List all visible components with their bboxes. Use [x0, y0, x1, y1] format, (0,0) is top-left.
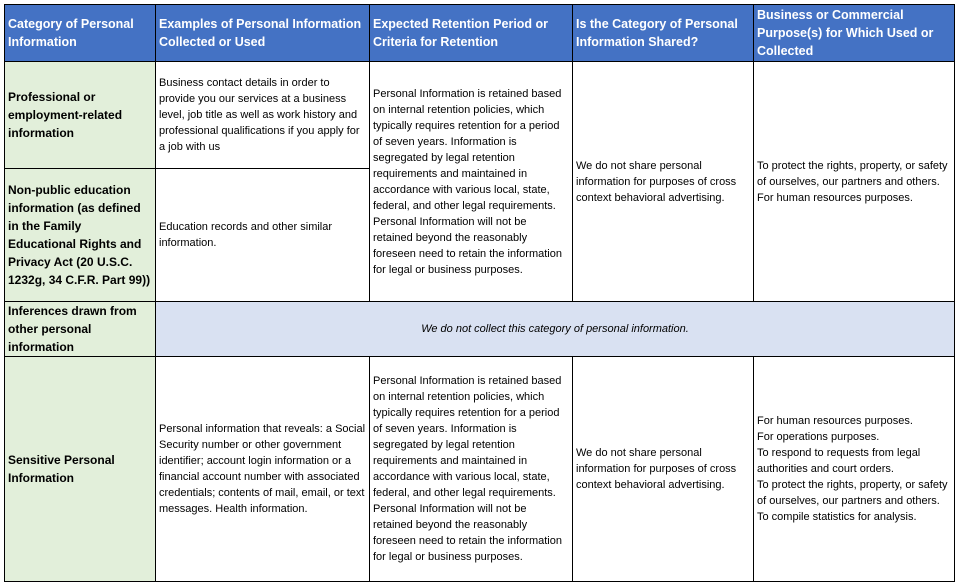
table-row-sensitive [5, 357, 955, 582]
purpose-block-1: To protect the rights, property, or safety of ourselves, our partners and others. For human resources purposes. [754, 62, 955, 302]
inferences-note: We do not collect this category of personal information. [156, 302, 955, 357]
table-row-professional [5, 62, 955, 169]
retention-sensitive: Personal Information is retained based on internal retention policies, which typically requires retention for a period of seven years. Information is segregated by legal retention requirements and maintained in accordance with various local, state, federal, and other legal requirements. Personal Information will not be retained beyond the reasonably foreseen need to retain the information for legal or business purposes. [370, 357, 573, 582]
examples-sensitive: Personal information that reveals: a Social Security number or other government identifier; account login information or a financial account number with associated credentials; contents of mail, email, or text messages. Health information. [156, 357, 370, 582]
personal-information-table [4, 4, 955, 582]
retention-block-1: Personal Information is retained based on internal retention policies, which typically requires retention for a period of seven years. Information is segregated by legal retention requirements and maintained in accordance with various local, state, federal, and other legal requirements. Personal Information will not be retained beyond the reasonably foreseen need to retain the information for legal or business purposes. [370, 62, 573, 302]
examples-professional: Business contact details in order to provide you our services at a business level, job title as well as work history and professional qualifications if you apply for a job with us [156, 62, 370, 169]
header-examples: Examples of Personal Information Collected or Used [156, 5, 370, 62]
header-purpose: Business or Commercial Purpose(s) for Which Used or Collected [754, 5, 955, 62]
category-inferences: Inferences drawn from other personal information [5, 302, 156, 357]
table-row-inferences [5, 302, 955, 357]
category-education: Non-public education information (as defined in the Family Educational Rights and Privacy Act (20 U.S.C. 1232g, 34 C.F.R. Part 99)) [5, 169, 156, 302]
examples-education: Education records and other similar information. [156, 169, 370, 302]
header-retention: Expected Retention Period or Criteria for Retention [370, 5, 573, 62]
shared-block-1: We do not share personal information for purposes of cross context behavioral advertising. [573, 62, 754, 302]
header-row [5, 5, 955, 62]
header-category: Category of Personal Information [5, 5, 156, 62]
shared-sensitive: We do not share personal information for purposes of cross context behavioral advertising. [573, 357, 754, 582]
header-shared: Is the Category of Personal Information Shared? [573, 5, 754, 62]
purpose-sensitive: For human resources purposes. For operations purposes. To respond to requests from legal authorities and court orders. To protect the rights, property, or safety of ourselves, our partners and others. To compile statistics for analysis. [754, 357, 955, 582]
category-sensitive: Sensitive Personal Information [5, 357, 156, 582]
category-professional: Professional or employment-related information [5, 62, 156, 169]
